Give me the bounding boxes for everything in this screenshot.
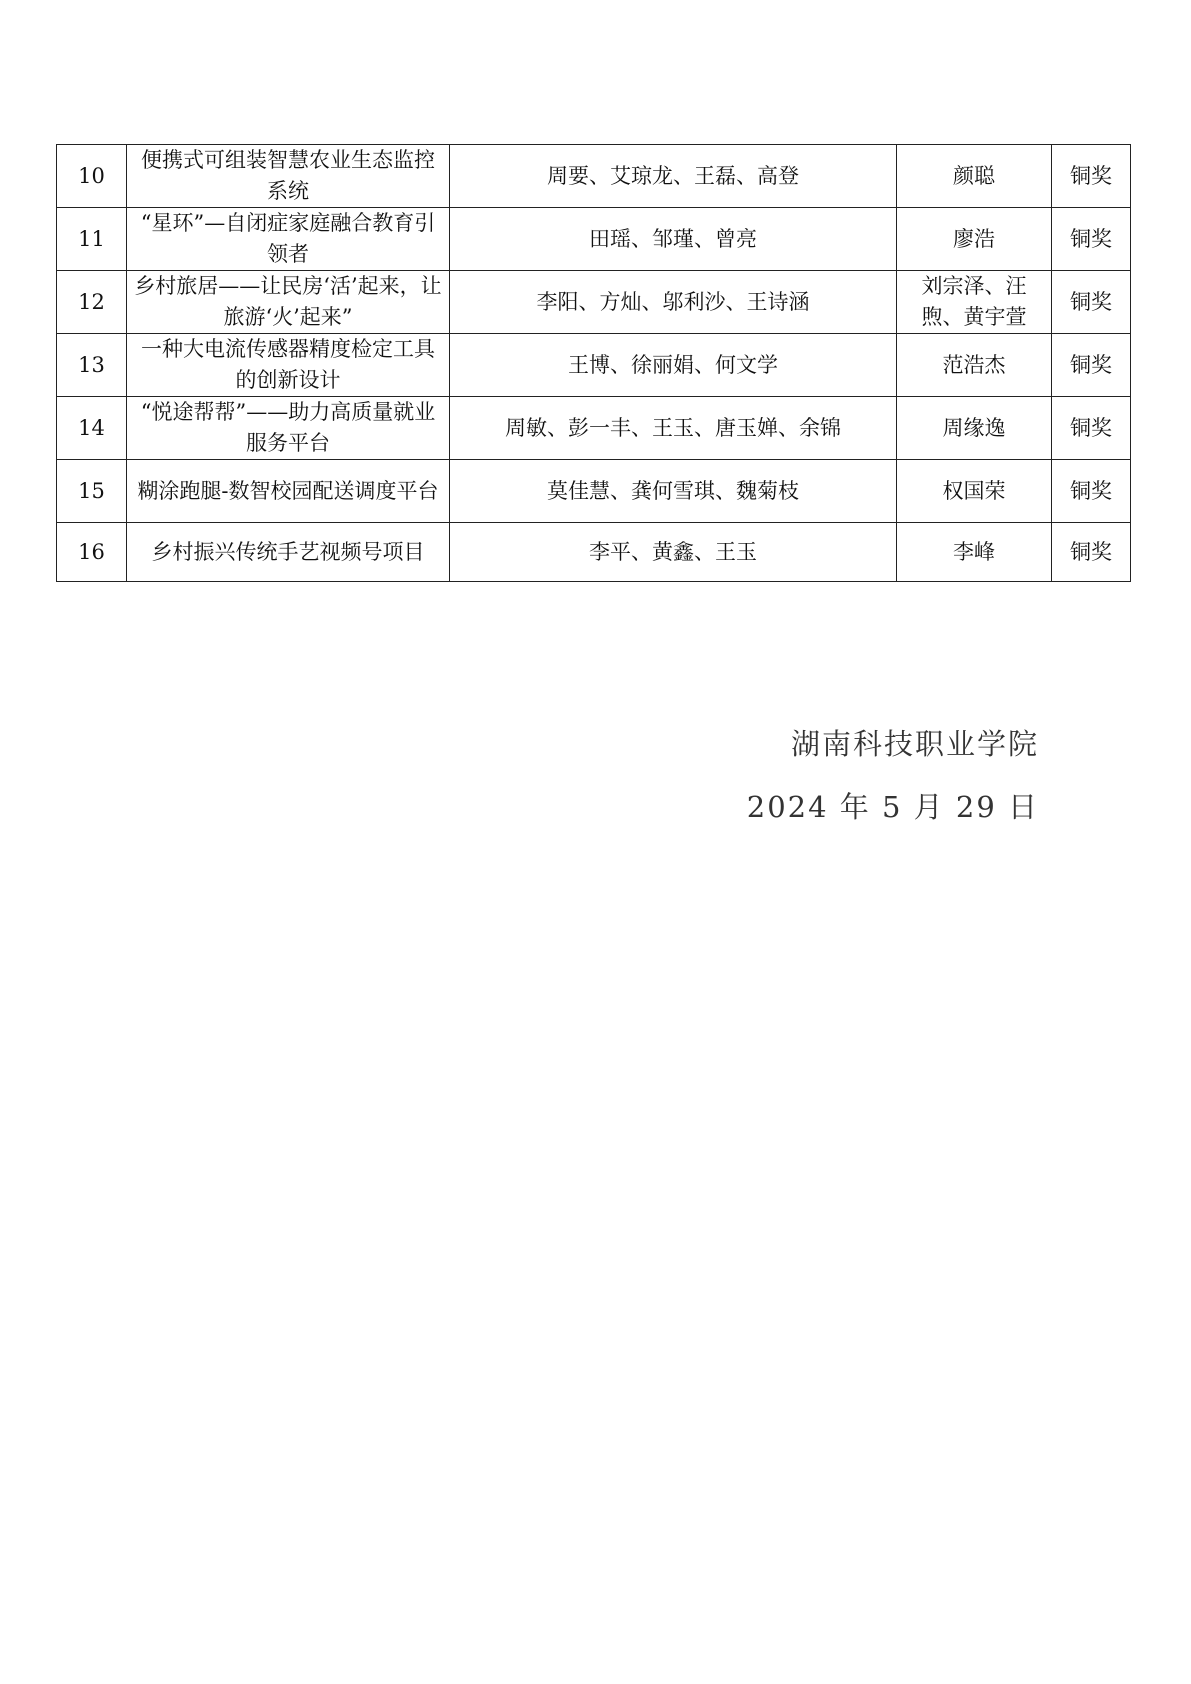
- row-number: 11: [57, 208, 127, 271]
- table-row: [57, 460, 1131, 523]
- team-members: 李平、黄鑫、王玉: [450, 523, 897, 582]
- award-level: 铜奖: [1052, 271, 1131, 334]
- table-row: [57, 334, 1131, 397]
- row-number: 15: [57, 460, 127, 523]
- advisor: 李峰: [897, 523, 1052, 582]
- project-name: 糊涂跑腿-数智校园配送调度平台: [127, 460, 450, 523]
- project-name: 乡村旅居——让民房‘活’起来，让旅游‘火’起来”: [127, 271, 450, 334]
- table-row: [57, 145, 1131, 208]
- award-level: 铜奖: [1052, 460, 1131, 523]
- project-name: “星环”—自闭症家庭融合教育引领者: [127, 208, 450, 271]
- table-row: [57, 397, 1131, 460]
- project-name: 一种大电流传感器精度检定工具的创新设计: [127, 334, 450, 397]
- award-level: 铜奖: [1052, 208, 1131, 271]
- team-members: 莫佳慧、龚何雪琪、魏菊枝: [450, 460, 897, 523]
- project-name: 乡村振兴传统手艺视频号项目: [127, 523, 450, 582]
- team-members: 田瑶、邹瑾、曾亮: [450, 208, 897, 271]
- award-level: 铜奖: [1052, 523, 1131, 582]
- table-row: [57, 523, 1131, 582]
- project-name: “悦途帮帮”——助力高质量就业服务平台: [127, 397, 450, 460]
- team-members: 王博、徐丽娟、何文学: [450, 334, 897, 397]
- award-level: 铜奖: [1052, 334, 1131, 397]
- advisor: 颜聪: [897, 145, 1052, 208]
- project-name: 便携式可组装智慧农业生态监控系统: [127, 145, 450, 208]
- advisor: 廖浩: [897, 208, 1052, 271]
- row-number: 12: [57, 271, 127, 334]
- table-row: [57, 208, 1131, 271]
- award-level: 铜奖: [1052, 145, 1131, 208]
- row-number: 14: [57, 397, 127, 460]
- team-members: 周要、艾琼龙、王磊、高登: [450, 145, 897, 208]
- advisor: 周缘逸: [897, 397, 1052, 460]
- row-number: 10: [57, 145, 127, 208]
- team-members: 周敏、彭一丰、王玉、唐玉婵、余锦: [450, 397, 897, 460]
- row-number: 13: [57, 334, 127, 397]
- advisor: 刘宗泽、汪煦、黄宇萱: [897, 271, 1052, 334]
- issue-date: 2024 年 5 月 29 日: [746, 790, 1039, 824]
- table-row: [57, 271, 1131, 334]
- awards-table: [56, 144, 1131, 582]
- issuing-organization: 湖南科技职业学院: [790, 727, 1039, 761]
- row-number: 16: [57, 523, 127, 582]
- advisor: 权国荣: [897, 460, 1052, 523]
- award-level: 铜奖: [1052, 397, 1131, 460]
- advisor: 范浩杰: [897, 334, 1052, 397]
- team-members: 李阳、方灿、邬利沙、王诗涵: [450, 271, 897, 334]
